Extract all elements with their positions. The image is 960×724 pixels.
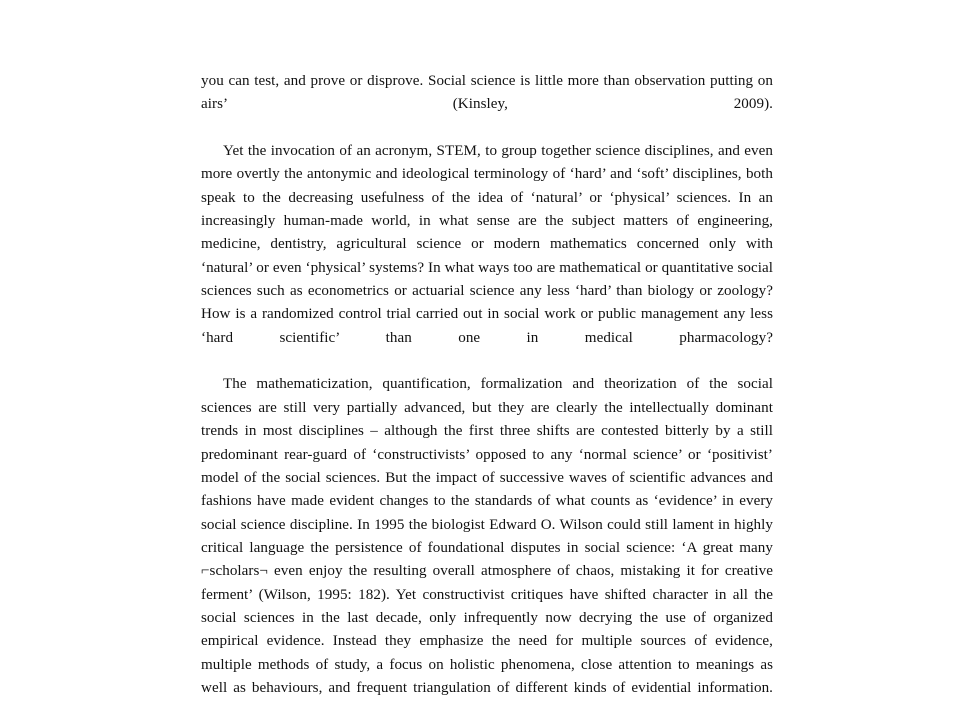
paragraph-mathematicization: The mathematicization, quantification, formalization and theorization of the social sciences are still very partially advanced, but they are clearly the intellectually dominant trends in most disciplines – although the first three shifts are contested bitterly by a still predominant rear-guard of ‘constructivists’ opposed to any ‘normal science’ or ‘positivist’ model of the social sciences. But the impact of successive waves of scientific advances and fashions have made evident changes to the standards of what counts as ‘evidence’ in every social science discipline. In 1995 the biologist Edward O. Wilson could still lament in highly critical language the persistence of foundational disputes in social science: ‘A great many ⌐scholars¬ even enjoy the resulting overall atmosphere of chaos, mistaking it for creative ferment’ (Wilson, 1995: 182). Yet constructivist critiques have shifted character in all the social sciences in the last decade, only infrequently now decrying the use of organized empirical evidence. Instead they emphasize the need for multiple sources of evidence, multiple methods of study, a focus on holistic phenomena, close attention to meanings as well as behaviours, and frequent triangulation of different kinds of evidential information. — [201, 376, 773, 696]
paragraph-stem-acronym: Yet the invocation of an acronym, STEM, to group together science disciplines, and even more overtly the antonymic and ideological terminology of ‘hard’ and ‘soft’ disciplines, both speak to the decreasing usefulness of the idea of ‘natural’ or ‘physical’ sciences. In an increasingly human-made world, in what sense are the subject matters of engineering, medicine, dentistry, agricultural science or modern mathematics concerned only with ‘natural’ or even ‘physical’ systems? In what ways too are mathematical or quantitative social sciences such as econometrics or actuarial science any less ‘hard’ than biology or zoology? How is a randomized control trial carried out in social work or public management any less ‘hard scientific’ than one in medical pharmacology? — [201, 143, 773, 346]
paragraph-continuation: you can test, and prove or disprove. Social science is little more than observation putting on airs’ (Kinsley, 2009). — [201, 73, 773, 113]
body-text-column — [201, 70, 773, 724]
